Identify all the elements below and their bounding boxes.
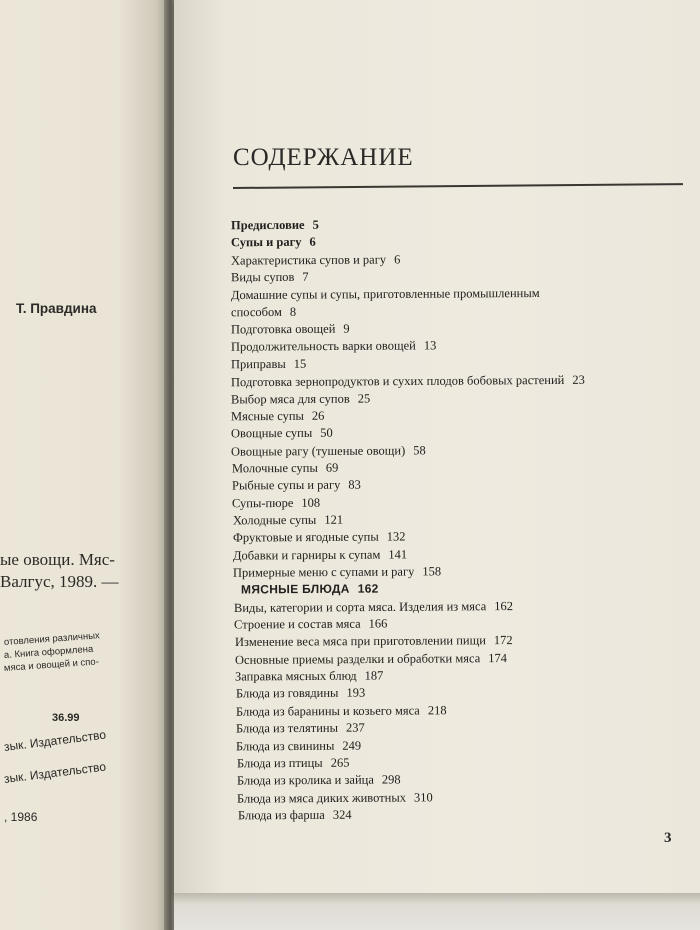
toc-entry — [238, 807, 352, 823]
toc-entry-page: 162 — [357, 581, 379, 597]
toc-entry-page: 121 — [323, 512, 343, 527]
toc-entry — [232, 495, 320, 511]
toc-entry-page: 7 — [302, 269, 309, 284]
toc-entry-title: Блюда из говядины — [235, 686, 338, 701]
left-year: , 1986 — [4, 810, 38, 824]
toc-entry-title: Блюда из свинины — [236, 738, 335, 753]
toc-entry-page: 193 — [345, 685, 365, 701]
toc-entry-title: Предисловие — [230, 217, 305, 233]
toc-entry-page: 50 — [320, 425, 333, 440]
toc-entry-page: 187 — [364, 668, 384, 683]
toc-entry-page: 174 — [488, 650, 507, 665]
toc-entry — [231, 270, 309, 286]
toc-entry-title: Изменение веса мяса при приготовлении пищи — [234, 633, 486, 650]
toc-entry-page: 5 — [312, 217, 319, 232]
toc-entry — [233, 564, 441, 580]
toc-entry — [231, 409, 325, 425]
toc-entry-page: 15 — [293, 356, 307, 371]
toc-entry-title: Примерные меню с супами и рагу — [233, 564, 415, 580]
toc-entry-page: 141 — [388, 547, 408, 562]
toc-entry-title: Рыбные супы и рагу — [231, 477, 341, 493]
toc-entry-page: 6 — [394, 252, 401, 267]
toc-entry-title: Супы-пюре — [232, 495, 294, 510]
toc-entry-title: МЯСНЫЕ БЛЮДА — [240, 582, 350, 597]
toc-entry-title: Основные приемы разделки и обработки мяса — [234, 650, 481, 667]
toc-entry — [235, 651, 507, 668]
toc-entry-title: Добавки и гарниры к супам — [233, 547, 381, 563]
toc-entry — [231, 357, 306, 373]
left-price: 36.99 — [52, 712, 80, 724]
toc-entry-page: 58 — [413, 442, 427, 457]
toc-entry-page: 69 — [325, 460, 338, 475]
toc-entry-page: 83 — [348, 477, 361, 492]
toc-entry — [235, 686, 364, 702]
toc-entry — [231, 339, 436, 355]
toc-entry-title: Подготовка овощей — [230, 321, 336, 337]
toc-entry — [231, 218, 319, 234]
toc-entry — [237, 790, 433, 806]
toc-entry-title: Виды, категории и сорта мяса. Изделия из мяса — [233, 598, 487, 615]
toc-entry-title: Приправы — [230, 356, 286, 372]
left-annotation-line-2: а. Книга оформлена — [3, 643, 94, 661]
toc-entry-page: 8 — [289, 304, 297, 319]
toc-entry-title: Мясные супы — [230, 408, 304, 424]
toc-entry-title: Фруктовые и ягодные супы — [232, 529, 379, 545]
toc-entry-page: 9 — [343, 321, 350, 336]
toc-entry-page: 26 — [311, 408, 325, 423]
toc-entry-page: 265 — [330, 755, 350, 770]
toc-entry-page: 172 — [493, 633, 513, 648]
page-number: 3 — [664, 830, 672, 846]
toc-entry — [232, 478, 361, 494]
toc-entry-title: Холодные супы — [232, 512, 316, 528]
toc-entry-title: Овощные рагу (тушеные овощи) — [231, 443, 406, 459]
toc-entry-title: Блюда из птицы — [236, 755, 323, 771]
toc-entry-title: Блюда из баранины и козьего мяса — [235, 703, 420, 719]
toc-entry — [234, 599, 513, 616]
toc-entry-page: 23 — [572, 372, 585, 387]
toc-entry-title: Блюда из телятины — [236, 720, 339, 736]
toc-entry-title: Домашние супы и супы, приготовленные промышленным — [230, 286, 540, 303]
toc-entry-page: 108 — [301, 495, 321, 510]
toc-entry — [232, 461, 338, 477]
toc-entry — [231, 373, 585, 390]
left-annotation-line-1: отовления различных — [3, 630, 101, 648]
toc-entry — [231, 286, 548, 303]
toc-entry-page: 298 — [381, 772, 401, 787]
toc-entry — [231, 426, 333, 442]
toc-title: СОДЕРЖАНИЕ — [233, 144, 414, 171]
left-publisher-2: зык. Издательство — [3, 759, 107, 786]
toc-entry-page: 310 — [414, 789, 434, 804]
toc-entry-title: Супы и рагу — [230, 235, 302, 250]
toc-entry-title: Заправка мясных блюд — [235, 668, 357, 684]
toc-entry-page: 6 — [309, 235, 316, 250]
left-publisher-1: зык. Издательство — [3, 727, 107, 754]
toc-entry-title: Молочные супы — [231, 460, 318, 476]
left-title-line-1: ые овощи. Мяс- — [0, 550, 115, 569]
toc-entry-page: 218 — [427, 703, 447, 718]
toc-entry — [241, 582, 379, 597]
toc-entry — [233, 530, 406, 546]
toc-entry-title: Блюда из кролика и зайца — [236, 772, 374, 788]
toc-entry — [235, 633, 513, 650]
toc-entry-page: 132 — [386, 529, 406, 544]
toc-entry — [231, 443, 426, 459]
toc-entry — [234, 617, 387, 633]
toc-entry-title: Характеристика супов и рагу — [230, 252, 387, 268]
toc-entry-page: 25 — [357, 391, 371, 406]
toc-entry-title: Виды супов — [230, 269, 295, 285]
toc-entry — [236, 721, 365, 737]
toc-entry-title: способом — [230, 304, 282, 319]
toc-entry — [231, 235, 316, 251]
toc-entry — [233, 547, 407, 563]
toc-entry — [237, 755, 350, 771]
toc-entry-page: 166 — [368, 616, 388, 631]
toc-entry — [231, 252, 400, 268]
toc-entry — [237, 773, 401, 789]
toc-entry — [235, 669, 383, 685]
toc-entry — [231, 391, 370, 407]
toc-entry-title: Выбор мяса для супов — [230, 391, 350, 406]
toc-entry-page: 324 — [332, 807, 352, 822]
toc-entry-page: 249 — [342, 738, 362, 753]
toc-entry-title: Блюда из фарша — [237, 807, 325, 823]
toc-entry-title: Продолжительность варки овощей — [230, 338, 416, 355]
toc-entry-title: Овощные супы — [230, 425, 313, 441]
toc-entry — [236, 738, 361, 754]
toc-entry — [231, 322, 350, 338]
left-author: Т. Правдина — [16, 301, 97, 316]
toc-entry — [232, 513, 342, 529]
toc-entry — [236, 703, 447, 719]
toc-entry-title: Подготовка зернопродуктов и сухих плодов бобовых растений — [230, 373, 565, 390]
toc-entry-page: 237 — [346, 720, 365, 735]
toc-entry-title: Строение и состав мяса — [234, 616, 361, 632]
left-title-line-2: Валгус, 1989. — — [0, 572, 119, 591]
left-annotation-line-3: мяса и овощей и спо- — [3, 656, 100, 674]
toc-entry-page: 162 — [494, 598, 514, 613]
toc-entry — [231, 305, 296, 320]
toc-entry-page: 158 — [422, 564, 442, 579]
toc-entry-page: 13 — [423, 338, 437, 353]
toc-entry-title: Блюда из мяса диких животных — [237, 790, 407, 806]
